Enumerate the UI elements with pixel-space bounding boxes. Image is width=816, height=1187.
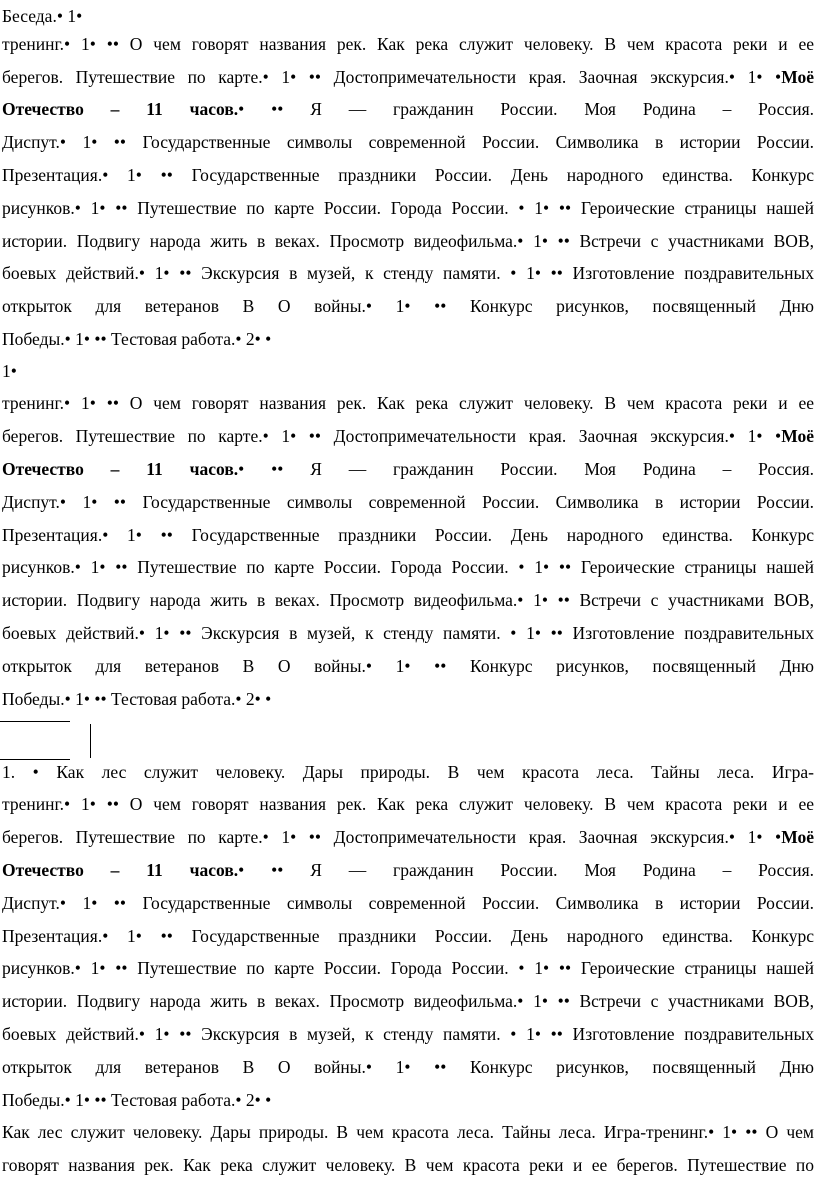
text-fragment: берегов. Путешествие по карте.• 1• •• Достопримечательности края. Заочная экскурсия.• 1• • — [2, 827, 782, 847]
text-line: Беседа.• 1• — [2, 6, 83, 26]
text-line: тренинг.• 1• •• О чем говорят названия рек. Как река служит человеку. В чем красота реки и ее — [2, 393, 814, 413]
text-line: 1. • Как лес служит человеку. Дары природы. В чем красота леса. Тайны леса. Игра- — [2, 762, 814, 782]
text-line: истории. Подвигу народа жить в веках. Просмотр видеофильма.• 1• •• Встречи с участниками ВОВ, — [2, 991, 814, 1011]
bold-fragment: Моё — [781, 827, 814, 847]
text-line: Победы.• 1• •• Тестовая работа.• 2• • — [2, 329, 272, 349]
text-fragment: берегов. Путешествие по карте.• 1• •• Достопримечательности края. Заочная экскурсия.• 1• • — [2, 67, 782, 87]
text-line — [2, 854, 814, 887]
text-line: Диспут.• 1• •• Государственные символы современной России. Символика в истории России. — [2, 132, 814, 152]
text-line: Как лес служит человеку. Дары природы. В чем красота леса. Тайны леса. Игра-тренинг.• 1• •• О чем — [2, 1122, 814, 1142]
text-line: Победы.• 1• •• Тестовая работа.• 2• • — [2, 1090, 272, 1110]
text-line: боевых действий.• 1• •• Экскурсия в музей, к стенду памяти. • 1• •• Изготовление поздравительных — [2, 623, 814, 643]
text-line: Победы.• 1• •• Тестовая работа.• 2• • — [2, 689, 272, 709]
text-line — [2, 61, 814, 94]
text-line: Диспут.• 1• •• Государственные символы современной России. Символика в истории России. — [2, 893, 814, 913]
text-line — [2, 453, 814, 486]
text-line: Диспут.• 1• •• Государственные символы современной России. Символика в истории России. — [2, 492, 814, 512]
separator-vertical-bar — [90, 724, 91, 758]
text-line: рисунков.• 1• •• Путешествие по карте России. Города России. • 1• •• Героические страницы нашей — [2, 557, 814, 577]
text-line: тренинг.• 1• •• О чем говорят названия рек. Как река служит человеку. В чем красота реки и ее — [2, 34, 814, 54]
text-line — [2, 420, 814, 453]
text-fragment: • •• Я — гражданин России. Моя Родина – Россия. — [238, 860, 814, 880]
text-line: истории. Подвигу народа жить в веках. Просмотр видеофильма.• 1• •• Встречи с участниками ВОВ, — [2, 590, 814, 610]
text-fragment: • •• Я — гражданин России. Моя Родина – Россия. — [238, 99, 814, 119]
text-line: открыток для ветеранов В О войны.• 1• •• Конкурс рисунков, посвященный Дню — [2, 296, 814, 316]
text-line: боевых действий.• 1• •• Экскурсия в музей, к стенду памяти. • 1• •• Изготовление поздравительных — [2, 1024, 814, 1044]
text-line: 1• — [2, 361, 17, 381]
text-line: говорят названия рек. Как река служит человеку. В чем красота реки и ее берегов. Путешествие по — [2, 1155, 814, 1175]
text-line: Презентация.• 1• •• Государственные праздники России. День народного единства. Конкурс — [2, 165, 814, 185]
text-line: открыток для ветеранов В О войны.• 1• •• Конкурс рисунков, посвященный Дню — [2, 656, 814, 676]
text-line: боевых действий.• 1• •• Экскурсия в музей, к стенду памяти. • 1• •• Изготовление поздравительных — [2, 263, 814, 283]
bold-fragment: Моё — [781, 67, 814, 87]
text-line: Презентация.• 1• •• Государственные праздники России. День народного единства. Конкурс — [2, 525, 814, 545]
text-line: истории. Подвигу народа жить в веках. Просмотр видеофильма.• 1• •• Встречи с участниками ВОВ, — [2, 231, 814, 251]
text-fragment: берегов. Путешествие по карте.• 1• •• Достопримечательности края. Заочная экскурсия.• 1• • — [2, 426, 782, 446]
text-line: тренинг.• 1• •• О чем говорят названия рек. Как река служит человеку. В чем красота реки и ее — [2, 794, 814, 814]
text-line: рисунков.• 1• •• Путешествие по карте России. Города России. • 1• •• Героические страницы нашей — [2, 198, 814, 218]
bold-fragment: Отечество – 11 часов. — [2, 860, 239, 880]
text-line — [2, 93, 814, 126]
text-fragment: • •• Я — гражданин России. Моя Родина – Россия. — [238, 459, 814, 479]
text-line: Презентация.• 1• •• Государственные праздники России. День народного единства. Конкурс — [2, 926, 814, 946]
text-line — [2, 821, 814, 854]
text-line: открыток для ветеранов В О войны.• 1• •• Конкурс рисунков, посвященный Дню — [2, 1057, 814, 1077]
bold-fragment: Отечество – 11 часов. — [2, 459, 239, 479]
text-line: рисунков.• 1• •• Путешествие по карте России. Города России. • 1• •• Героические страницы нашей — [2, 958, 814, 978]
bold-fragment: Отечество – 11 часов. — [2, 99, 239, 119]
separator-rule — [0, 721, 70, 722]
bold-fragment: Моё — [781, 426, 814, 446]
